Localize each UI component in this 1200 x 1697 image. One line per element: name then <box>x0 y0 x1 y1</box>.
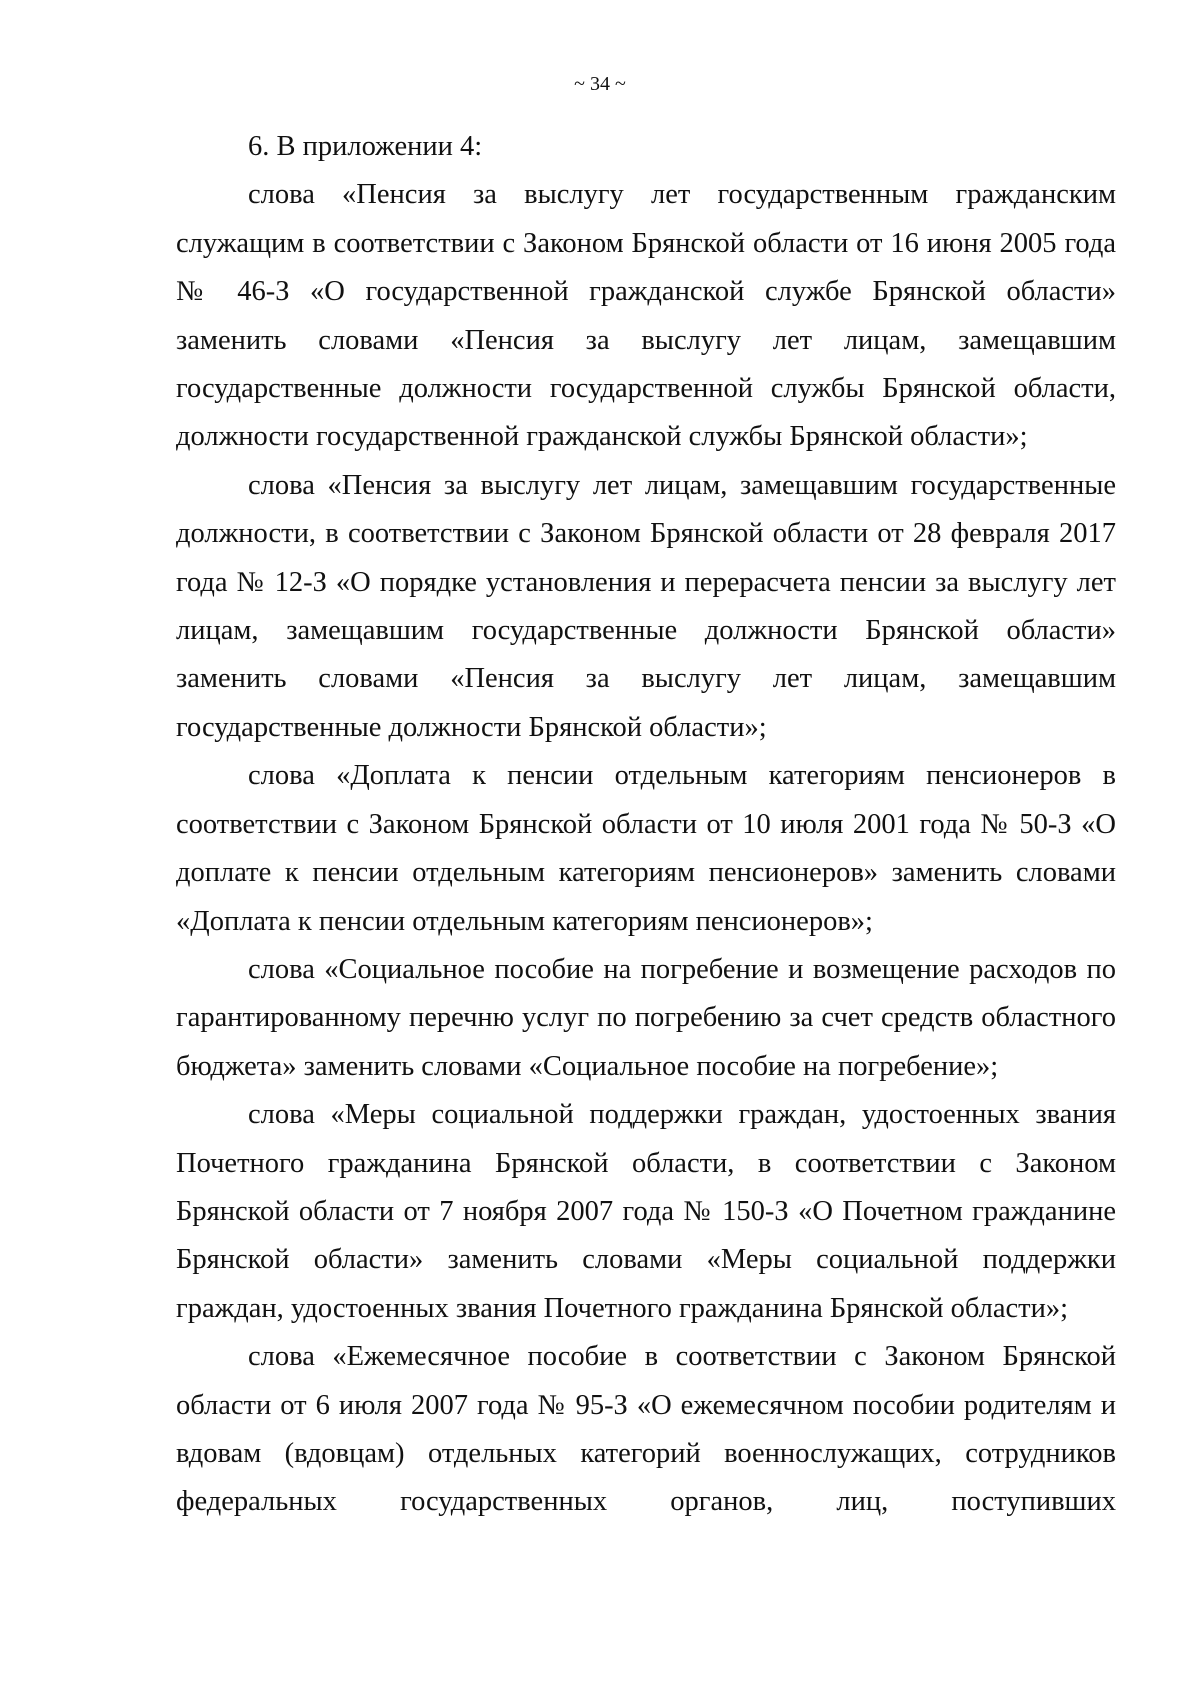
paragraph-amendment-4: слова «Социальное пособие на погребение и возмещение расходов по гарантированному перечню услуг по погребению за счет средств областного бюджета» заменить словами «Социальное пособие на погребение»; <box>176 953 1116 1082</box>
paragraph-amendment-2: слова «Пенсия за выслугу лет лицам, замещавшим государственные должности, в соответствии с Законом Брянской области от 28 февраля 2017 года № 12-З «О порядке установления и перерасчета пенсии за выслугу лет лицам, замещавшим государственные должности Брянской области» заменить словами «Пенсия за выслугу лет лицам, замещавшим государственные должности Брянской области»; <box>176 469 1116 743</box>
paragraph-amendment-3: слова «Доплата к пенсии отдельным категориям пенсионеров в соответствии с Законом Брянской области от 10 июля 2001 года № 50-З «О доплате к пенсии отдельным категориям пенсионеров» заменить словами «Доплата к пенсии отдельным категориям пенсионеров»; <box>176 760 1116 937</box>
paragraph-amendment-5: слова «Меры социальной поддержки граждан, удостоенных звания Почетного гражданина Брянской области, в соответствии с Законом Брянской области от 7 ноября 2007 года № 150-З «О Почетном гражданине Брянской области» заменить словами «Меры социальной поддержки граждан, удостоенных звания Почетного гражданина Брянской области»; <box>176 1099 1116 1324</box>
paragraph-section-heading: 6. В приложении 4: <box>248 131 483 162</box>
page-number: ~ 34 ~ <box>574 73 626 95</box>
paragraph-amendment-6: слова «Ежемесячное пособие в соответствии с Законом Брянской области от 6 июля 2007 года № 95-З «О ежемесячном пособии родителям и вдовам (вдовцам) отдельных категорий военнослужащих, сотрудников федеральных государственных органов, лиц, поступивших <box>176 1341 1116 1518</box>
paragraph-amendment-1: слова «Пенсия за выслугу лет государственным гражданским служащим в соответствии с Законом Брянской области от 16 июня 2005 года № 46-З «О государственной гражданской службе Брянской области» заменить словами «Пенсия за выслугу лет лицам, замещавшим государственные должности государственной службы Брянской области, должности государственной гражданской службы Брянской области»; <box>176 179 1116 453</box>
document-body <box>176 123 1116 1527</box>
